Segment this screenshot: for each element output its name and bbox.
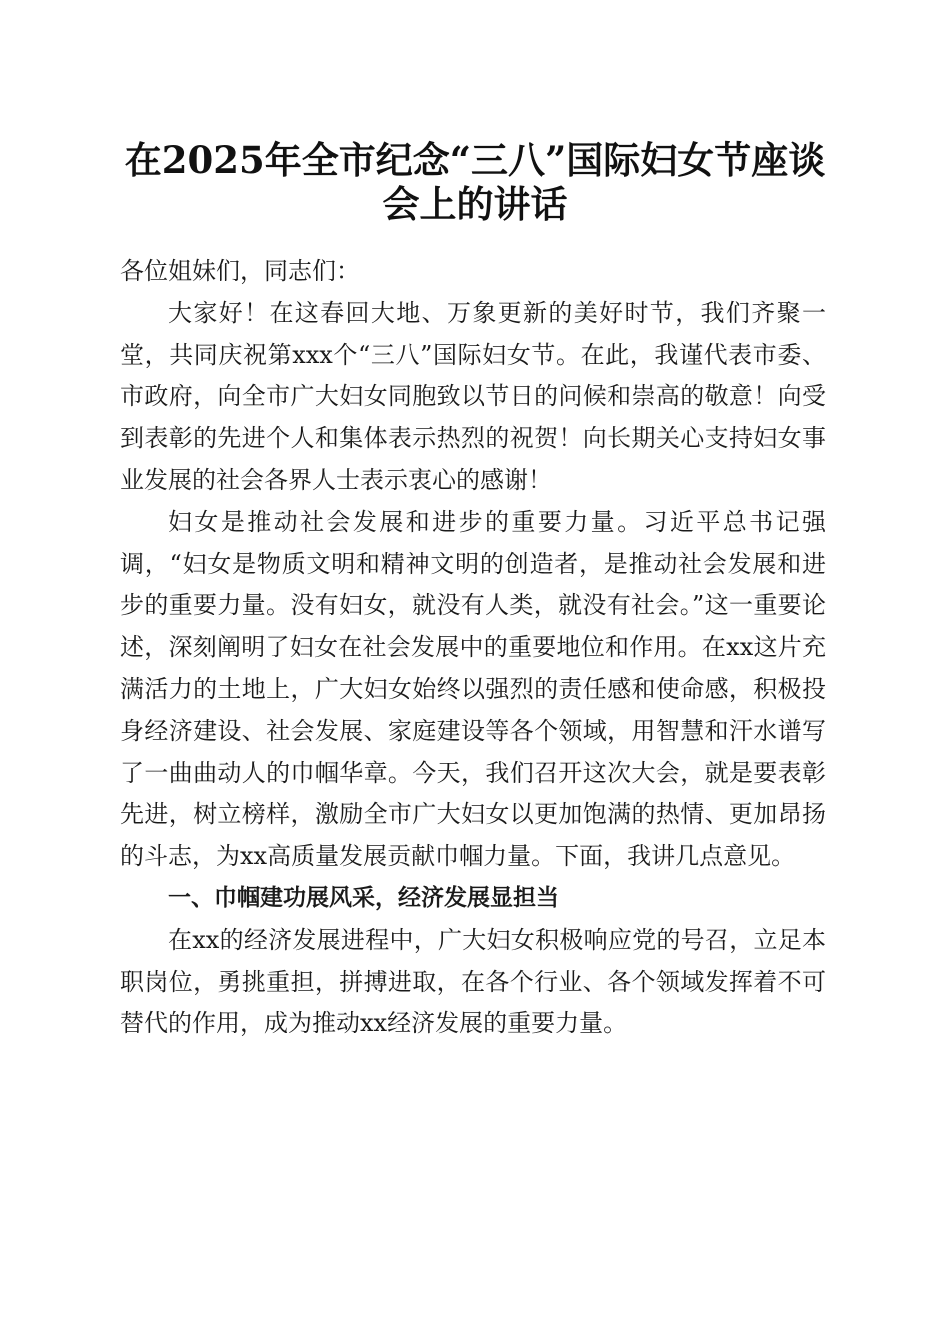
document-title: 在2025年全市纪念“三八”国际妇女节座谈会上的讲话	[124, 138, 826, 226]
paragraph-greeting: 大家好！在这春回大地、万象更新的美好时节，我们齐聚一堂，共同庆祝第xxx个“三八”国际妇女节。在此，我谨代表市委、市政府，向全市广大妇女同胞致以节日的问候和崇高的敬意！向受到表彰的先进个人和集体表示热烈的祝贺！向长期关心支持妇女事业发展的社会各界人士表示衷心的感谢！	[120, 298, 826, 494]
paragraph-women-role: 妇女是推动社会发展和进步的重要力量。习近平总书记强调，“妇女是物质文明和精神文明的创造者，是推动社会发展和进步的重要力量。没有妇女，就没有人类，就没有社会。”这一重要论述，深刻阐明了妇女在社会发展中的重要地位和作用。在xx这片充满活力的土地上，广大妇女始终以强烈的责任感和使命感，积极投身经济建设、社会发展、家庭建设等各个领域，用智慧和汗水谱写了一曲曲动人的巾帼华章。今天，我们召开这次大会，就是要表彰先进，树立榜样，激励全市广大妇女以更加饱满的热情、更加昂扬的斗志，为xx高质量发展贡献巾帼力量。下面，我讲几点意见。	[120, 507, 826, 871]
document-body	[120, 251, 826, 1045]
section-heading: 一、巾帼建功展风采，经济发展显担当	[168, 884, 559, 911]
paragraph-economic: 在xx的经济发展进程中，广大妇女积极响应党的号召，立足本职岗位，勇挑重担，拼搏进取，在各个行业、各个领域发挥着不可替代的作用，成为推动xx经济发展的重要力量。	[120, 925, 826, 1038]
salutation: 各位姐妹们，同志们：	[120, 257, 360, 285]
